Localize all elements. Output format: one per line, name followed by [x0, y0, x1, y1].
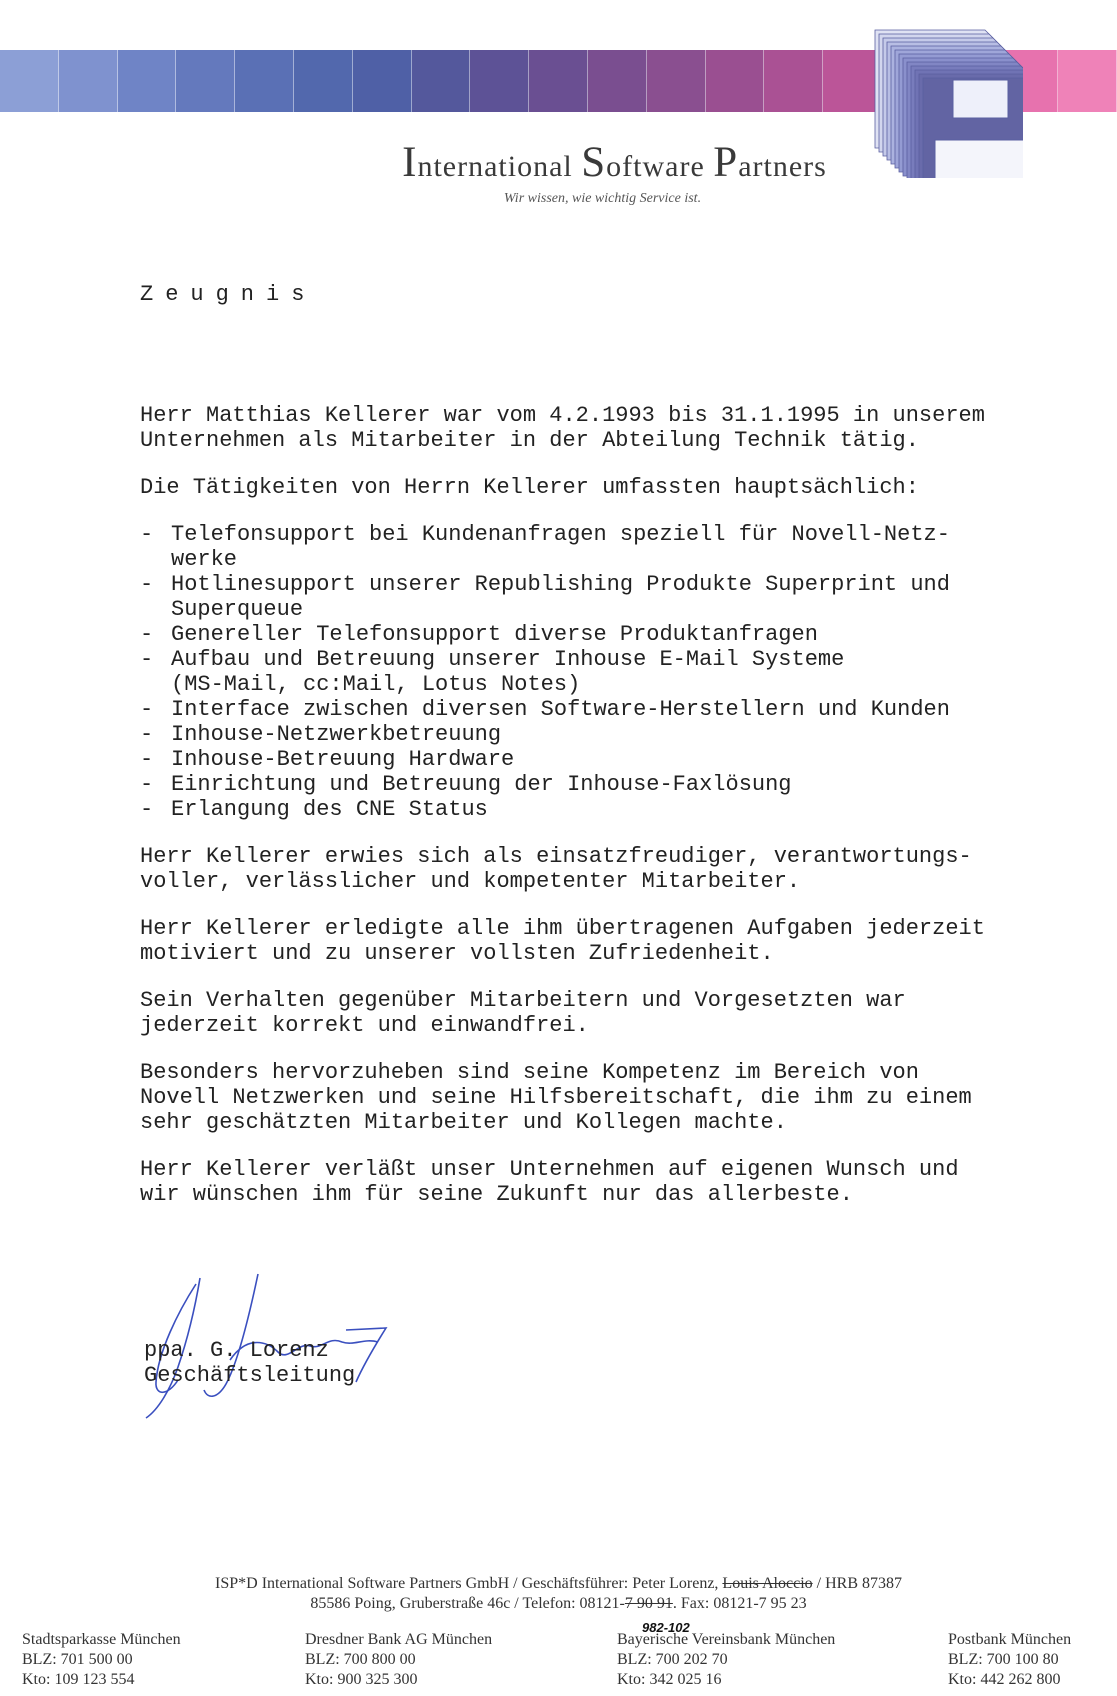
bank-kto: Kto: 900 325 300 — [305, 1671, 418, 1688]
signatory-role: Geschäftsleitung — [144, 1363, 356, 1388]
evaluation-paragraph: Sein Verhalten gegenüber Mitarbeitern und Vorgesetzten war jederzeit korrekt und einwandfrei. — [140, 988, 906, 1038]
band-segment — [764, 50, 823, 112]
bank-blz: BLZ: 700 202 70 — [617, 1651, 728, 1668]
bank-blz: BLZ: 700 100 80 — [948, 1651, 1059, 1668]
company-name-initial: S — [581, 139, 607, 186]
band-segment — [647, 50, 706, 112]
task-item: - Inhouse-Betreuung Hardware — [140, 747, 1100, 772]
document-title: Zeugnis — [140, 282, 317, 307]
company-name — [56, 138, 1117, 187]
band-segment — [353, 50, 412, 112]
company-name-initial: P — [713, 139, 739, 186]
band-segment — [1058, 50, 1117, 112]
footer-company-line: ISP*D International Software Partners GmbH / Geschäftsführer: Peter Lorenz, Louis Aloccio / HRB 87387 — [215, 1575, 902, 1592]
bank-kto: Kto: 342 025 16 — [617, 1671, 722, 1688]
signatory-name: ppa. G. Lorenz — [144, 1338, 329, 1363]
evaluation-paragraph: Herr Kellerer verläßt unser Unternehmen auf eigenen Wunsch und wir wünschen ihm für seine Zukunft nur das allerbeste. — [140, 1157, 959, 1207]
intro-paragraph: Herr Matthias Kellerer war vom 4.2.1993 bis 31.1.1995 in unserem Unternehmen als Mitarbeiter in der Abteilung Technik tätig. — [140, 403, 985, 453]
band-segment — [706, 50, 765, 112]
bank-name: Dresdner Bank AG München — [305, 1631, 493, 1648]
task-item: - Telefonsupport bei Kundenanfragen speziell für Novell-Netz- werke — [140, 522, 1100, 572]
band-segment — [59, 50, 118, 112]
bank-name: Bayerische Vereinsbank München — [617, 1631, 836, 1648]
letterhead-brand — [56, 138, 1117, 207]
company-name-word: oftware — [606, 150, 714, 183]
footer-address-line: 85586 Poing, Gruberstraße 46c / Telefon: 08121-7 90 91. Fax: 08121-7 95 23 — [310, 1595, 807, 1612]
evaluation-paragraphs — [140, 844, 1100, 1207]
tasks-intro: Die Tätigkeiten von Herrn Kellerer umfassten hauptsächlich: — [140, 475, 919, 500]
handwritten-phone-correction: 982-102 — [642, 1620, 690, 1635]
bank-name: Postbank München — [948, 1631, 1072, 1648]
bank-account — [617, 1630, 835, 1690]
signature-block — [144, 1338, 355, 1388]
letter-body — [140, 282, 1100, 1229]
company-tagline: Wir wissen, wie wichtig Service ist. — [503, 191, 702, 206]
company-name-word: artners — [738, 150, 827, 183]
task-item: - Inhouse-Netzwerkbetreuung — [140, 722, 1100, 747]
bank-kto: Kto: 109 123 554 — [22, 1671, 135, 1688]
evaluation-paragraph: Herr Kellerer erledigte alle ihm übertragenen Aufgaben jederzeit motiviert und zu unserer vollsten Zufriedenheit. — [140, 916, 985, 966]
task-list — [140, 522, 1100, 822]
company-name-initial: I — [402, 139, 418, 186]
bank-account — [305, 1630, 492, 1690]
task-item: - Erlangung des CNE Status — [140, 797, 1100, 822]
band-segment — [588, 50, 647, 112]
band-segment — [294, 50, 353, 112]
bank-name: Stadtsparkasse München — [22, 1631, 181, 1648]
company-name-word: nternational — [417, 150, 582, 183]
struck-name: Louis Aloccio — [722, 1575, 813, 1592]
band-segment — [0, 50, 59, 112]
band-segment — [118, 50, 177, 112]
evaluation-paragraph: Herr Kellerer erwies sich als einsatzfreudiger, verantwortungs- voller, verlässlicher und kompetenter Mitarbeiter. — [140, 844, 972, 894]
band-segment — [176, 50, 235, 112]
evaluation-paragraph: Besonders hervorzuheben sind seine Kompetenz im Bereich von Novell Netzwerken und seine Hilfsbereitschaft, die ihm zu einem sehr geschätzten Mitarbeiter und Kollegen machte. — [140, 1060, 972, 1135]
task-item: - Hotlinesupport unserer Republishing Produkte Superprint und Superqueue — [140, 572, 1100, 622]
bank-blz: BLZ: 701 500 00 — [22, 1651, 133, 1668]
band-segment — [235, 50, 294, 112]
bank-account — [22, 1630, 181, 1690]
band-segment — [470, 50, 529, 112]
task-item: - Interface zwischen diversen Software-Herstellern und Kunden — [140, 697, 1100, 722]
task-item: - Aufbau und Betreuung unserer Inhouse E-Mail Systeme (MS-Mail, cc:Mail, Lotus Notes) — [140, 647, 1100, 697]
task-item: - Einrichtung und Betreuung der Inhouse-Faxlösung — [140, 772, 1100, 797]
struck-phone: 7 90 91 — [624, 1595, 673, 1612]
task-item: - Genereller Telefonsupport diverse Produktanfragen — [140, 622, 1100, 647]
bank-kto: Kto: 442 262 800 — [948, 1671, 1061, 1688]
band-segment — [412, 50, 471, 112]
band-segment — [529, 50, 588, 112]
bank-account — [948, 1630, 1071, 1690]
bank-blz: BLZ: 700 800 00 — [305, 1651, 416, 1668]
